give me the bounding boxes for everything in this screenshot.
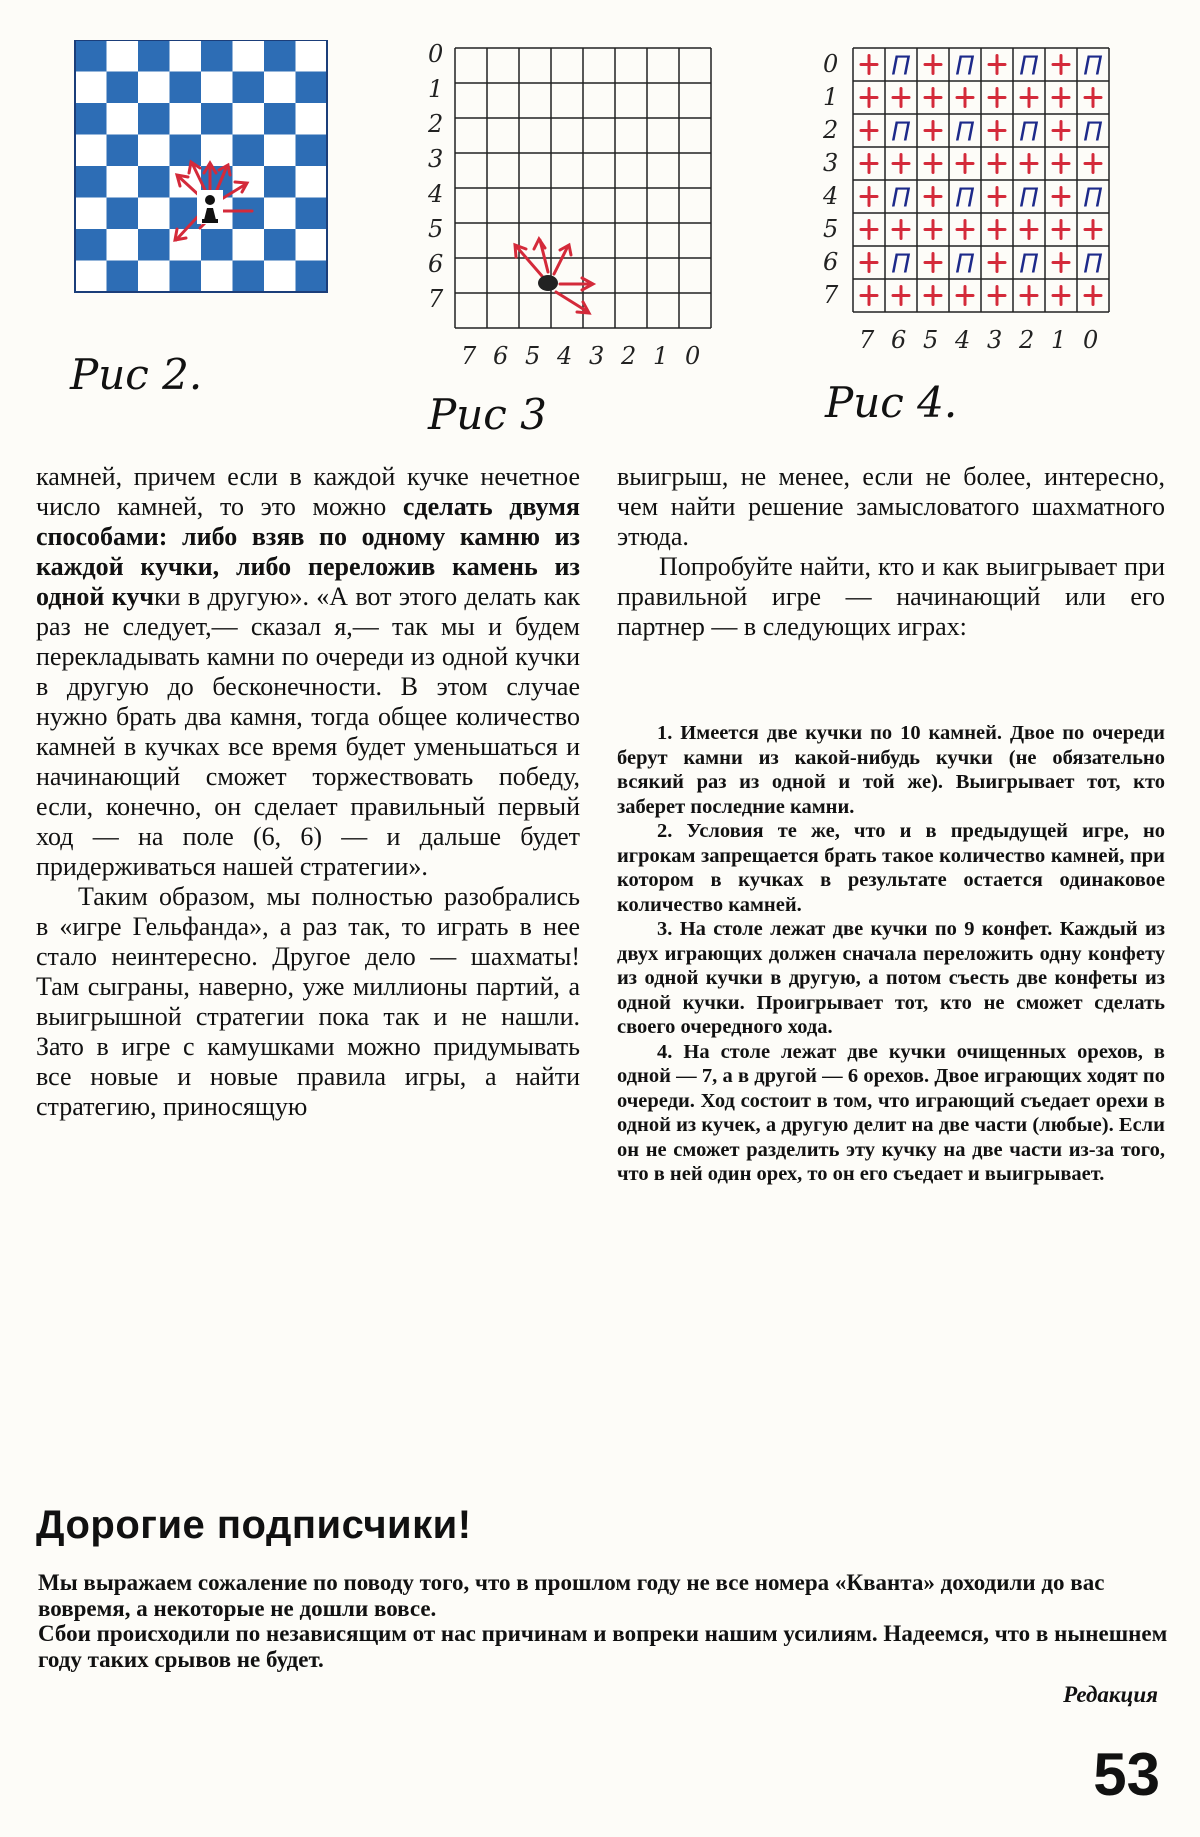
notice-line: Сбои происходили по независящим от нас причинам и вопреки нашим усилиям. Надеемся, что в нынешнем году таких срывов не будет. [38,1621,1168,1672]
board-square [296,103,328,135]
row-label: 3 [823,149,839,177]
board-square [138,40,170,72]
board-square [170,103,202,135]
board-square [264,40,296,72]
right-paragraph-2: Попробуйте найти, кто и как выигрывает при правильной игре — начинающий или его партнер — в следующих играх: [617,552,1165,641]
board-square [296,40,328,72]
board-square [233,198,265,230]
plus-mark [925,254,941,272]
row-label: 5 [823,215,839,243]
col-label: 7 [859,326,875,354]
board-square [75,229,107,261]
col-label: 5 [923,326,939,354]
notice-line: Мы выражаем сожаление по поводу того, что в прошлом году не все номера «Кванта» доходили до вас вовремя, а некоторые не дошли вовсе. [38,1570,1105,1621]
figure-3-line-grid [455,48,711,328]
board-square [233,135,265,167]
board-square [107,166,139,198]
plus-mark [989,56,1005,74]
board-square [264,103,296,135]
plus-mark [893,221,909,239]
board-square [107,72,139,104]
p-mark: П [955,183,975,214]
left-p1-part-b: сделать двумя способами: либо взяв по одному камню из каждой кучки, либо переложив камень из одной куч [36,492,580,611]
board-square [201,229,233,261]
problem-item: 1. Имеется две кучки по 10 камней. Двое по очереди берут камни из какой-нибудь кучки (не обязательно всякий раз из одной и той же). Выигрывает тот, кто заберет последние камни. [617,722,1165,818]
board-square [264,135,296,167]
p-mark: П [1083,249,1103,280]
plus-mark [957,155,973,173]
col-label: 0 [1083,326,1099,354]
chessboard-grid [75,40,327,292]
board-square [170,40,202,72]
col-label: 0 [685,342,701,370]
board-square [170,261,202,293]
board-square [75,72,107,104]
page-number: 53 [1093,1741,1160,1808]
p-mark: П [1019,183,1039,214]
notice-title: Дорогие подписчики! [36,1503,472,1547]
board-square [170,72,202,104]
board-square [201,261,233,293]
board-square [138,72,170,104]
board-square [201,135,233,167]
notice-signature: Редакция [1063,1682,1158,1707]
board-square [75,166,107,198]
plus-mark [925,155,941,173]
board-square [201,40,233,72]
left-p1-part-c: ки в другую». «А вот этого делать как раз не следует,— сказал я,— так мы и будем перекладывать камни по очереди из одной кучки в другую до бесконечности. В этом случае нужно брать два камня, тогда общее количество камней в кучках все время будет уменьшаться и начинающий сможет торжествовать победу, если, конечно, он сделает правильный первый ход — на поле (6, 6) — и дальше будет придерживаться нашей стратегии». [36,582,580,881]
board-square [233,40,265,72]
plus-mark [861,155,877,173]
plus-mark [989,155,1005,173]
col-label: 3 [987,326,1003,354]
p-mark: П [955,117,975,148]
col-label: 5 [525,342,541,370]
col-label: 2 [621,342,637,370]
board-square [296,135,328,167]
plus-mark [957,287,973,305]
plus-mark [989,221,1005,239]
plus-mark [1021,287,1037,305]
plus-mark [861,89,877,107]
board-square [264,261,296,293]
p-mark: П [1083,183,1103,214]
col-label: 1 [1051,326,1067,354]
col-label: 6 [891,326,907,354]
plus-mark [1053,122,1069,140]
col-label: 7 [461,342,477,370]
row-label: 1 [428,75,444,103]
row-label: 5 [428,215,444,243]
row-label: 2 [428,110,444,138]
plus-mark [893,155,909,173]
row-label: 7 [823,281,839,309]
stone-piece [538,275,558,291]
left-p1-part-a: камней, причем если в каждой кучке нечетное число камней, то это можно [36,462,580,521]
board-square [296,72,328,104]
figure-3-row-labels [427,40,444,313]
plus-mark [1085,221,1101,239]
board-square [170,229,202,261]
board-square [107,103,139,135]
board-square [264,229,296,261]
figure-4-caption: Рис 4. [825,378,958,427]
plus-mark [989,254,1005,272]
problem-item: 3. На столе лежат две кучки по 9 конфет. Каждый из двух играющих должен сначала переложить одну конфету из одной кучки в другую, а потом съесть две конфеты из одной кучки. Проигрывает тот, кто не сможет сделать своего очередного хода. [617,918,1165,1038]
p-mark: П [955,51,975,82]
plus-mark [1053,56,1069,74]
p-mark: П [1019,117,1039,148]
figure-2-caption: Рис 2. [70,350,203,399]
p-mark: П [1083,117,1103,148]
figure-4-row-labels [822,50,839,309]
plus-mark [989,89,1005,107]
plus-mark [1021,155,1037,173]
plus-mark [925,287,941,305]
figure-4-cell-marks [861,52,1103,305]
board-square [233,261,265,293]
board-square [138,261,170,293]
row-label: 7 [428,285,444,313]
plus-mark [957,89,973,107]
plus-mark [925,122,941,140]
pawn-piece [197,190,223,224]
row-label: 3 [428,145,444,173]
plus-mark [925,89,941,107]
left-paragraph-2: Таким образом, мы полностью разобрались в «игре Гельфанда», а раз так, то играть в нее стало неинтересно. Другое дело — шахматы! Там сыграны, наверно, уже миллионы партий, а выигрышной стратегии пока так и не нашли. Зато в игре с камушками можно придумывать все новые и новые правила игры, а найти стратегию, приносящую [36,882,580,1121]
board-square [233,103,265,135]
row-label: 2 [823,116,839,144]
board-square [107,261,139,293]
p-mark: П [1019,249,1039,280]
plus-mark [1021,89,1037,107]
plus-mark [925,188,941,206]
board-square [107,198,139,230]
plus-mark [1053,254,1069,272]
plus-mark [925,56,941,74]
board-square [264,72,296,104]
p-mark: П [891,183,911,214]
plus-mark [1085,89,1101,107]
figure-2-chessboard [70,40,370,350]
p-mark: П [1083,51,1103,82]
plus-mark [861,287,877,305]
board-square [75,261,107,293]
board-square [138,198,170,230]
plus-mark [957,221,973,239]
board-square [138,135,170,167]
col-label: 2 [1019,326,1035,354]
plus-mark [861,221,877,239]
board-square [75,198,107,230]
board-square [264,166,296,198]
p-mark: П [891,117,911,148]
board-square [75,135,107,167]
plus-mark [1021,221,1037,239]
plus-mark [1053,89,1069,107]
board-square [107,40,139,72]
row-label: 6 [823,248,839,276]
plus-mark [989,188,1005,206]
problem-list [617,721,1165,1187]
left-column [36,462,580,1122]
figure-3-grid [420,40,740,380]
problem-item: 4. На столе лежат две кучки очищенных орехов, в одной — 7, а в другой — 6 орехов. Двое играющих ходят по очереди. Ход состоит в том, что играющий съедает орехи в одной из кучек, а другую делит на две части (любые). Если он не сможет разделить эту кучку на две части из-за того, что в ней один орех, то он его съедает и выигрывает. [617,1040,1165,1185]
figure-3-caption: Рис 3 [428,390,547,439]
col-label: 6 [493,342,509,370]
board-square [170,198,202,230]
board-square [233,229,265,261]
plus-mark [989,122,1005,140]
board-square [296,261,328,293]
figure-4-grid [815,40,1160,380]
board-square [233,72,265,104]
board-square [75,40,107,72]
plus-mark [861,122,877,140]
p-mark: П [891,249,911,280]
board-square [170,135,202,167]
plus-mark [1085,287,1101,305]
plus-mark [1053,221,1069,239]
board-square [75,103,107,135]
plus-mark [1053,188,1069,206]
col-label: 4 [557,342,573,370]
problem-item: 2. Условия те же, что и в предыдущей игре, но игрокам запрещается брать такое количество камней, при котором в кучках в результате остается одинаковое количество камней. [617,820,1166,916]
p-mark: П [1019,51,1039,82]
right-column [617,462,1165,642]
plus-mark [861,188,877,206]
row-label: 0 [428,40,444,68]
row-label: 4 [823,182,839,210]
board-square [107,135,139,167]
col-label: 3 [589,342,605,370]
col-label: 1 [653,342,669,370]
stone-arrows [515,239,593,313]
board-square [138,229,170,261]
p-mark: П [955,249,975,280]
left-paragraph-1 [36,462,580,882]
right-paragraph-1: выигрыш, не менее, если не более, интересно, чем найти решение замысловатого шахматного этюда. [617,462,1165,551]
plus-mark [893,89,909,107]
col-label: 4 [955,326,971,354]
board-square [138,103,170,135]
figure-3-col-labels [461,342,700,370]
row-label: 1 [823,83,839,111]
board-square [296,166,328,198]
plus-mark [925,221,941,239]
row-label: 4 [428,180,444,208]
plus-mark [861,254,877,272]
board-square [201,103,233,135]
board-square [296,198,328,230]
plus-mark [989,287,1005,305]
notice-body [38,1570,1168,1672]
plus-mark [1053,287,1069,305]
plus-mark [893,287,909,305]
plus-mark [1085,155,1101,173]
row-label: 6 [428,250,444,278]
board-square [296,229,328,261]
board-square [201,72,233,104]
board-square [264,198,296,230]
row-label: 0 [823,50,839,78]
figure-4-col-labels [859,326,1098,354]
plus-mark [1053,155,1069,173]
p-mark: П [891,51,911,82]
board-square [107,229,139,261]
plus-mark [861,56,877,74]
board-square [138,166,170,198]
